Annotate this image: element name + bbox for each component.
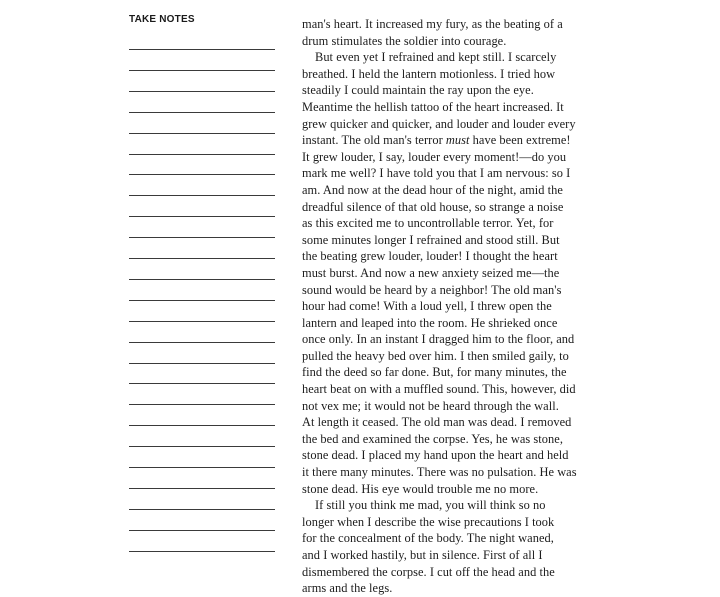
passage-line: some minutes longer I refrained and stood still. But [302, 232, 560, 247]
note-line[interactable] [129, 300, 275, 301]
passage-line: stone dead. I placed my hand upon the heart and held [302, 448, 569, 463]
passage-line: as this excited me to uncontrollable terror. Yet, for [302, 216, 554, 231]
passage-line: not vex me; it would not be heard through the wall. [302, 398, 559, 413]
passage-line: mark me well? I have told you that I am nervous: so I [302, 166, 571, 181]
passage-line: It grew louder, I say, louder every moment!—do you [302, 149, 567, 164]
take-notes-sidebar [129, 14, 275, 25]
note-line[interactable] [129, 551, 275, 552]
note-line[interactable] [129, 112, 275, 113]
note-line[interactable] [129, 70, 275, 71]
note-line[interactable] [129, 509, 275, 510]
note-line[interactable] [129, 488, 275, 489]
passage-line: and I worked hastily, but in silence. First of all I [302, 548, 543, 562]
passage-line: longer when I describe the wise precautions I took [302, 514, 555, 529]
passage-line: sound would be heard by a neighbor! The old man's [302, 282, 562, 297]
passage-line: But even yet I refrained and kept still. I scarcely [315, 50, 557, 65]
passage-line: pulled the heavy bed over him. I then smiled gaily, to [302, 348, 569, 363]
note-line[interactable] [129, 49, 275, 50]
story-passage [302, 16, 618, 597]
note-line[interactable] [129, 530, 275, 531]
passage-line: grew quicker and quicker, and louder and louder every [302, 116, 576, 131]
note-line[interactable] [129, 425, 275, 426]
note-line[interactable] [129, 154, 275, 155]
emphasis-text: must [445, 133, 470, 148]
note-line[interactable] [129, 404, 275, 405]
passage-line: stone dead. His eye would trouble me no more. [302, 481, 539, 496]
passage-line: arms and the legs. [302, 581, 393, 596]
note-line[interactable] [129, 133, 275, 134]
passage-line: am. And now at the dead hour of the night, amid the [302, 182, 563, 197]
passage-line: steadily I could maintain the ray upon the eye. [302, 83, 534, 98]
note-line[interactable] [129, 342, 275, 343]
passage-line: dreadful silence of that old house, so strange a noise [302, 199, 564, 214]
passage-line: drum stimulates the soldier into courage. [302, 33, 507, 48]
passage-line: At length it ceased. The old man was dead. I removed [302, 415, 572, 430]
note-line[interactable] [129, 383, 275, 384]
passage-line: the beating grew louder, louder! I thought the heart [302, 249, 558, 264]
passage-line: hour had come! With a loud yell, I threw open the [302, 299, 552, 314]
passage-line: lantern and leaped into the room. He shrieked once [302, 315, 558, 330]
note-line[interactable] [129, 321, 275, 322]
note-line[interactable] [129, 279, 275, 280]
passage-line: it there many minutes. There was no pulsation. He was [302, 465, 577, 480]
take-notes-heading: TAKE NOTES [129, 14, 195, 25]
note-line[interactable] [129, 91, 275, 92]
note-line[interactable] [129, 446, 275, 447]
note-line[interactable] [129, 216, 275, 217]
passage-line: once only. In an instant I dragged him to the floor, and [302, 332, 575, 347]
passage-line: must burst. And now a new anxiety seized me—the [302, 265, 560, 280]
note-line[interactable] [129, 258, 275, 259]
note-line[interactable] [129, 467, 275, 468]
passage-line: heart beat on with a muffled sound. This, however, did [302, 382, 576, 397]
note-line[interactable] [129, 237, 275, 238]
passage-line: for the concealment of the body. The night waned, [302, 531, 554, 546]
passage-line [302, 132, 618, 149]
passage-line: dismembered the corpse. I cut off the head and the [302, 564, 555, 579]
passage-line: find the deed so far done. But, for many minutes, the [302, 365, 567, 380]
passage-text: have been extreme! [469, 133, 571, 148]
passage-line: If still you think me mad, you will think so no [315, 498, 546, 513]
passage-line: the bed and examined the corpse. Yes, he was stone, [302, 431, 563, 446]
note-line[interactable] [129, 174, 275, 175]
passage-line: Meantime the hellish tattoo of the heart increased. It [302, 99, 564, 114]
note-line[interactable] [129, 363, 275, 364]
note-line[interactable] [129, 195, 275, 196]
passage-line: man's heart. It increased my fury, as the beating of a [302, 17, 563, 31]
passage-line: breathed. I held the lantern motionless. I tried how [302, 66, 556, 81]
passage-text: instant. The old man's terror [302, 133, 446, 148]
